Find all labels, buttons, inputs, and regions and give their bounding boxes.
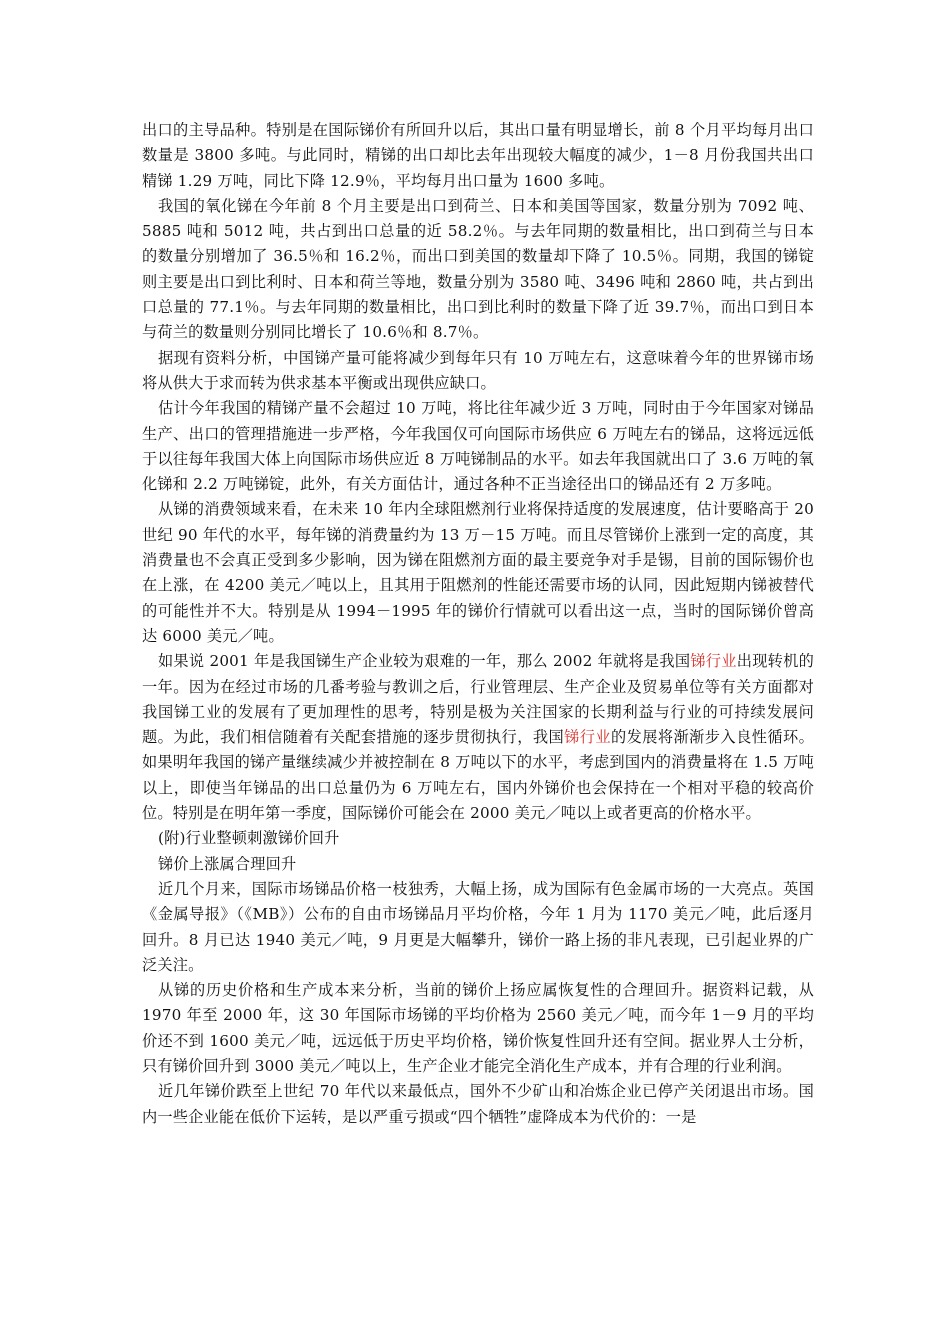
paragraph-11: 近几年锑价跌至上世纪 70 年代以来最低点，国外不少矿山和冶炼企业已停产关闭退出市场。国内一些企业能在低价下运转，是以严重亏损或“四个牺牲”虚降成本为代价的：一是 — [142, 1082, 814, 1126]
paragraph-3: 据现有资料分析，中国锑产量可能将减少到每年只有 10 万吨左右，这意味着今年的世界锑市场将从供大于求而转为供求基本平衡或出现供应缺口。 — [142, 348, 814, 392]
paragraph-2: 我国的氧化锑在今年前 8 个月主要是出口到荷兰、日本和美国等国家，数量分别为 7092 吨、5885 吨和 5012 吨，共占到出口总量的近 58.2％。与去年同期的数量相比，出口到荷兰与日本的数量分别增加了 36.5％和 16.2％，而出口到美国的数量却下降了 10.5％。同期，我国的锑锭则主要是出口到比利时、日本和荷兰等地，数量分别为 3580 吨、3496 吨和 2860 吨，共占到出口总量的 77.1％。与去年同期的数量相比，出口到比利时的数量下降了近 39.7％，而出口到日本与荷兰的数量则分别同比增长了 10.6％和 8.7％。 — [142, 196, 814, 342]
paragraph-1: 出口的主导品种。特别是在国际锑价有所回升以后，其出口量有明显增长，前 8 个月平均每月出口数量是 3800 多吨。与此同时，精锑的出口却比去年出现较大幅度的减少，1－8 月份我国共出口精锑 1.29 万吨，同比下降 12.9％，平均每月出口量为 1600 多吨。 — [142, 121, 814, 190]
paragraph-9: 近几个月来，国际市场锑品价格一枝独秀，大幅上扬，成为国际有色金属市场的一大亮点。英国《金属导报》（《MB》）公布的自由市场锑品月平均价格，今年 1 月为 1170 美元／吨，此后逐月回升。8 月已达 1940 美元／吨，9 月更是大幅攀升，锑价一路上扬的非凡表现，已引起业界的广泛关注。 — [142, 879, 814, 974]
paragraph-5: 从锑的消费领域来看，在未来 10 年内全球阻燃剂行业将保持适度的发展速度，估计要略高于 20 世纪 90 年代的水平，每年锑的消费量约为 13 万－15 万吨。而且尽管锑价上涨到一定的高度，其消费量也不会真正受到多少影响，因为锑在阻燃剂方面的最主要竞争对手是锡，目前的国际锡价也在上涨，在 4200 美元／吨以上，且其用于阻燃剂的性能还需要市场的认同，因此短期内锑被替代的可能性并不大。特别是从 1994－1995 年的锑价行情就可以看出这一点，当时的国际锑价曾高达 6000 美元／吨。 — [142, 500, 814, 645]
paragraph-10: 从锑的历史价格和生产成本来分析，当前的锑价上扬应属恢复性的合理回升。据资料记载，从 1970 年至 2000 年，这 30 年国际市场锑的平均价格为 2560 美元／吨，而今年 1－9 月的平均价还不到 1600 美元／吨，远远低于历史平均价格，锑价恢复性回升还有空间。据业界人士分析，只有锑价回升到 3000 美元／吨以上，生产企业才能完全消化生产成本，并有合理的行业利润。 — [142, 981, 814, 1075]
paragraph-6-text-c: 的发展将渐渐步入良性循环。如果明年我国的锑产量继续减少并被控制在 8 万吨以下的水平，考虑到国内的消费量将在 1.5 万吨以上，即使当年锑品的出口总量仍为 6 万吨左右，国内外锑价也会保持在一个相对平稳的较高价位。特别是在明年第一季度，国际锑价可能会在 2000 美元／吨以上或者更高的价格水平。 — [142, 728, 814, 823]
antimony-industry-link[interactable]: 锑行业 — [690, 652, 737, 671]
antimony-industry-link[interactable]: 锑行业 — [564, 728, 611, 747]
paragraph-6-text-a: 如果说 2001 年是我国锑生产企业较为艰难的一年，那么 2002 年就将是我国 — [157, 652, 691, 671]
paragraph-6 — [142, 649, 814, 826]
appendix-heading: (附)行业整顿刺激锑价回升 — [157, 829, 340, 848]
document-page — [142, 118, 814, 1130]
section-subheading: 锑价上涨属合理回升 — [157, 854, 297, 873]
paragraph-6-text-b: 出现转机的一年。因为在经过市场的几番考验与教训之后，行业管理层、生产企业及贸易单位等有关方面都对我国锑工业的发展有了更加理性的思考，特别是极为关注国家的长期利益与行业的可持续发展问题。为此，我们相信随着有关配套措施的逐步贯彻执行，我国 — [142, 652, 815, 747]
paragraph-4: 估计今年我国的精锑产量不会超过 10 万吨，将比往年减少近 3 万吨，同时由于今年国家对锑品生产、出口的管理措施进一步严格，今年我国仅可向国际市场供应 6 万吨左右的锑品，这将远远低于以往每年我国大体上向国际市场供应近 8 万吨锑制品的水平。如去年我国就出口了 3.6 万吨的氧化锑和 2.2 万吨锑锭，此外，有关方面估计，通过各种不正当途径出口的锑品还有 2 万多吨。 — [142, 399, 814, 494]
